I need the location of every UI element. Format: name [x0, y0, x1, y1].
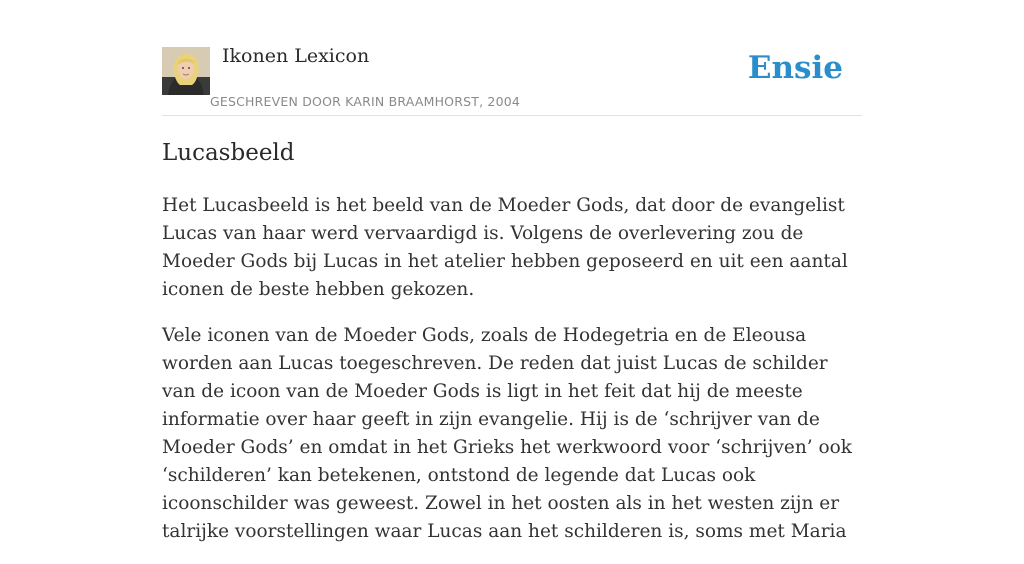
- entry-title: Lucasbeeld: [162, 140, 295, 166]
- ensie-logo[interactable]: Ensie: [747, 50, 843, 86]
- content-column: [162, 0, 862, 542]
- entry-header: [162, 0, 862, 116]
- author-avatar[interactable]: [162, 47, 210, 95]
- paragraph: Vele iconen van de Moeder Gods, zoals de Hodegetria en de Eleousa worden aan Lucas toegeschreven. De reden dat juist Lucas de schilder van de icoon van de Moeder Gods is ligt in het feit dat hij de meeste informatie over haar geeft in zijn evangelie. Hij is de ‘schrijver van de Moeder Gods’ en omdat in het Grieks het werkwoord voor ‘schrijven’ ook ‘schilderen’ kan betekenen, ontstond de legende dat Lucas ook icoonschilder was geweest. Zowel in het oosten als in het westen zijn er talrijke voorstellingen waar Lucas aan het schilderen is, soms met Maria: [162, 325, 852, 542]
- author-byline: GESCHREVEN DOOR KARIN BRAAMHORST, 2004: [210, 94, 521, 109]
- book-title[interactable]: Ikonen Lexicon: [222, 45, 370, 67]
- author-portrait-icon: [162, 47, 210, 95]
- paragraph: Het Lucasbeeld is het beeld van de Moeder Gods, dat door de evangelist Lucas van haar werd vervaardigd is. Volgens de overlevering zou de Moeder Gods bij Lucas in het atelier hebben geposeerd en uit een aantal iconen de beste hebben gekozen.: [162, 195, 848, 300]
- entry-body: [162, 192, 862, 564]
